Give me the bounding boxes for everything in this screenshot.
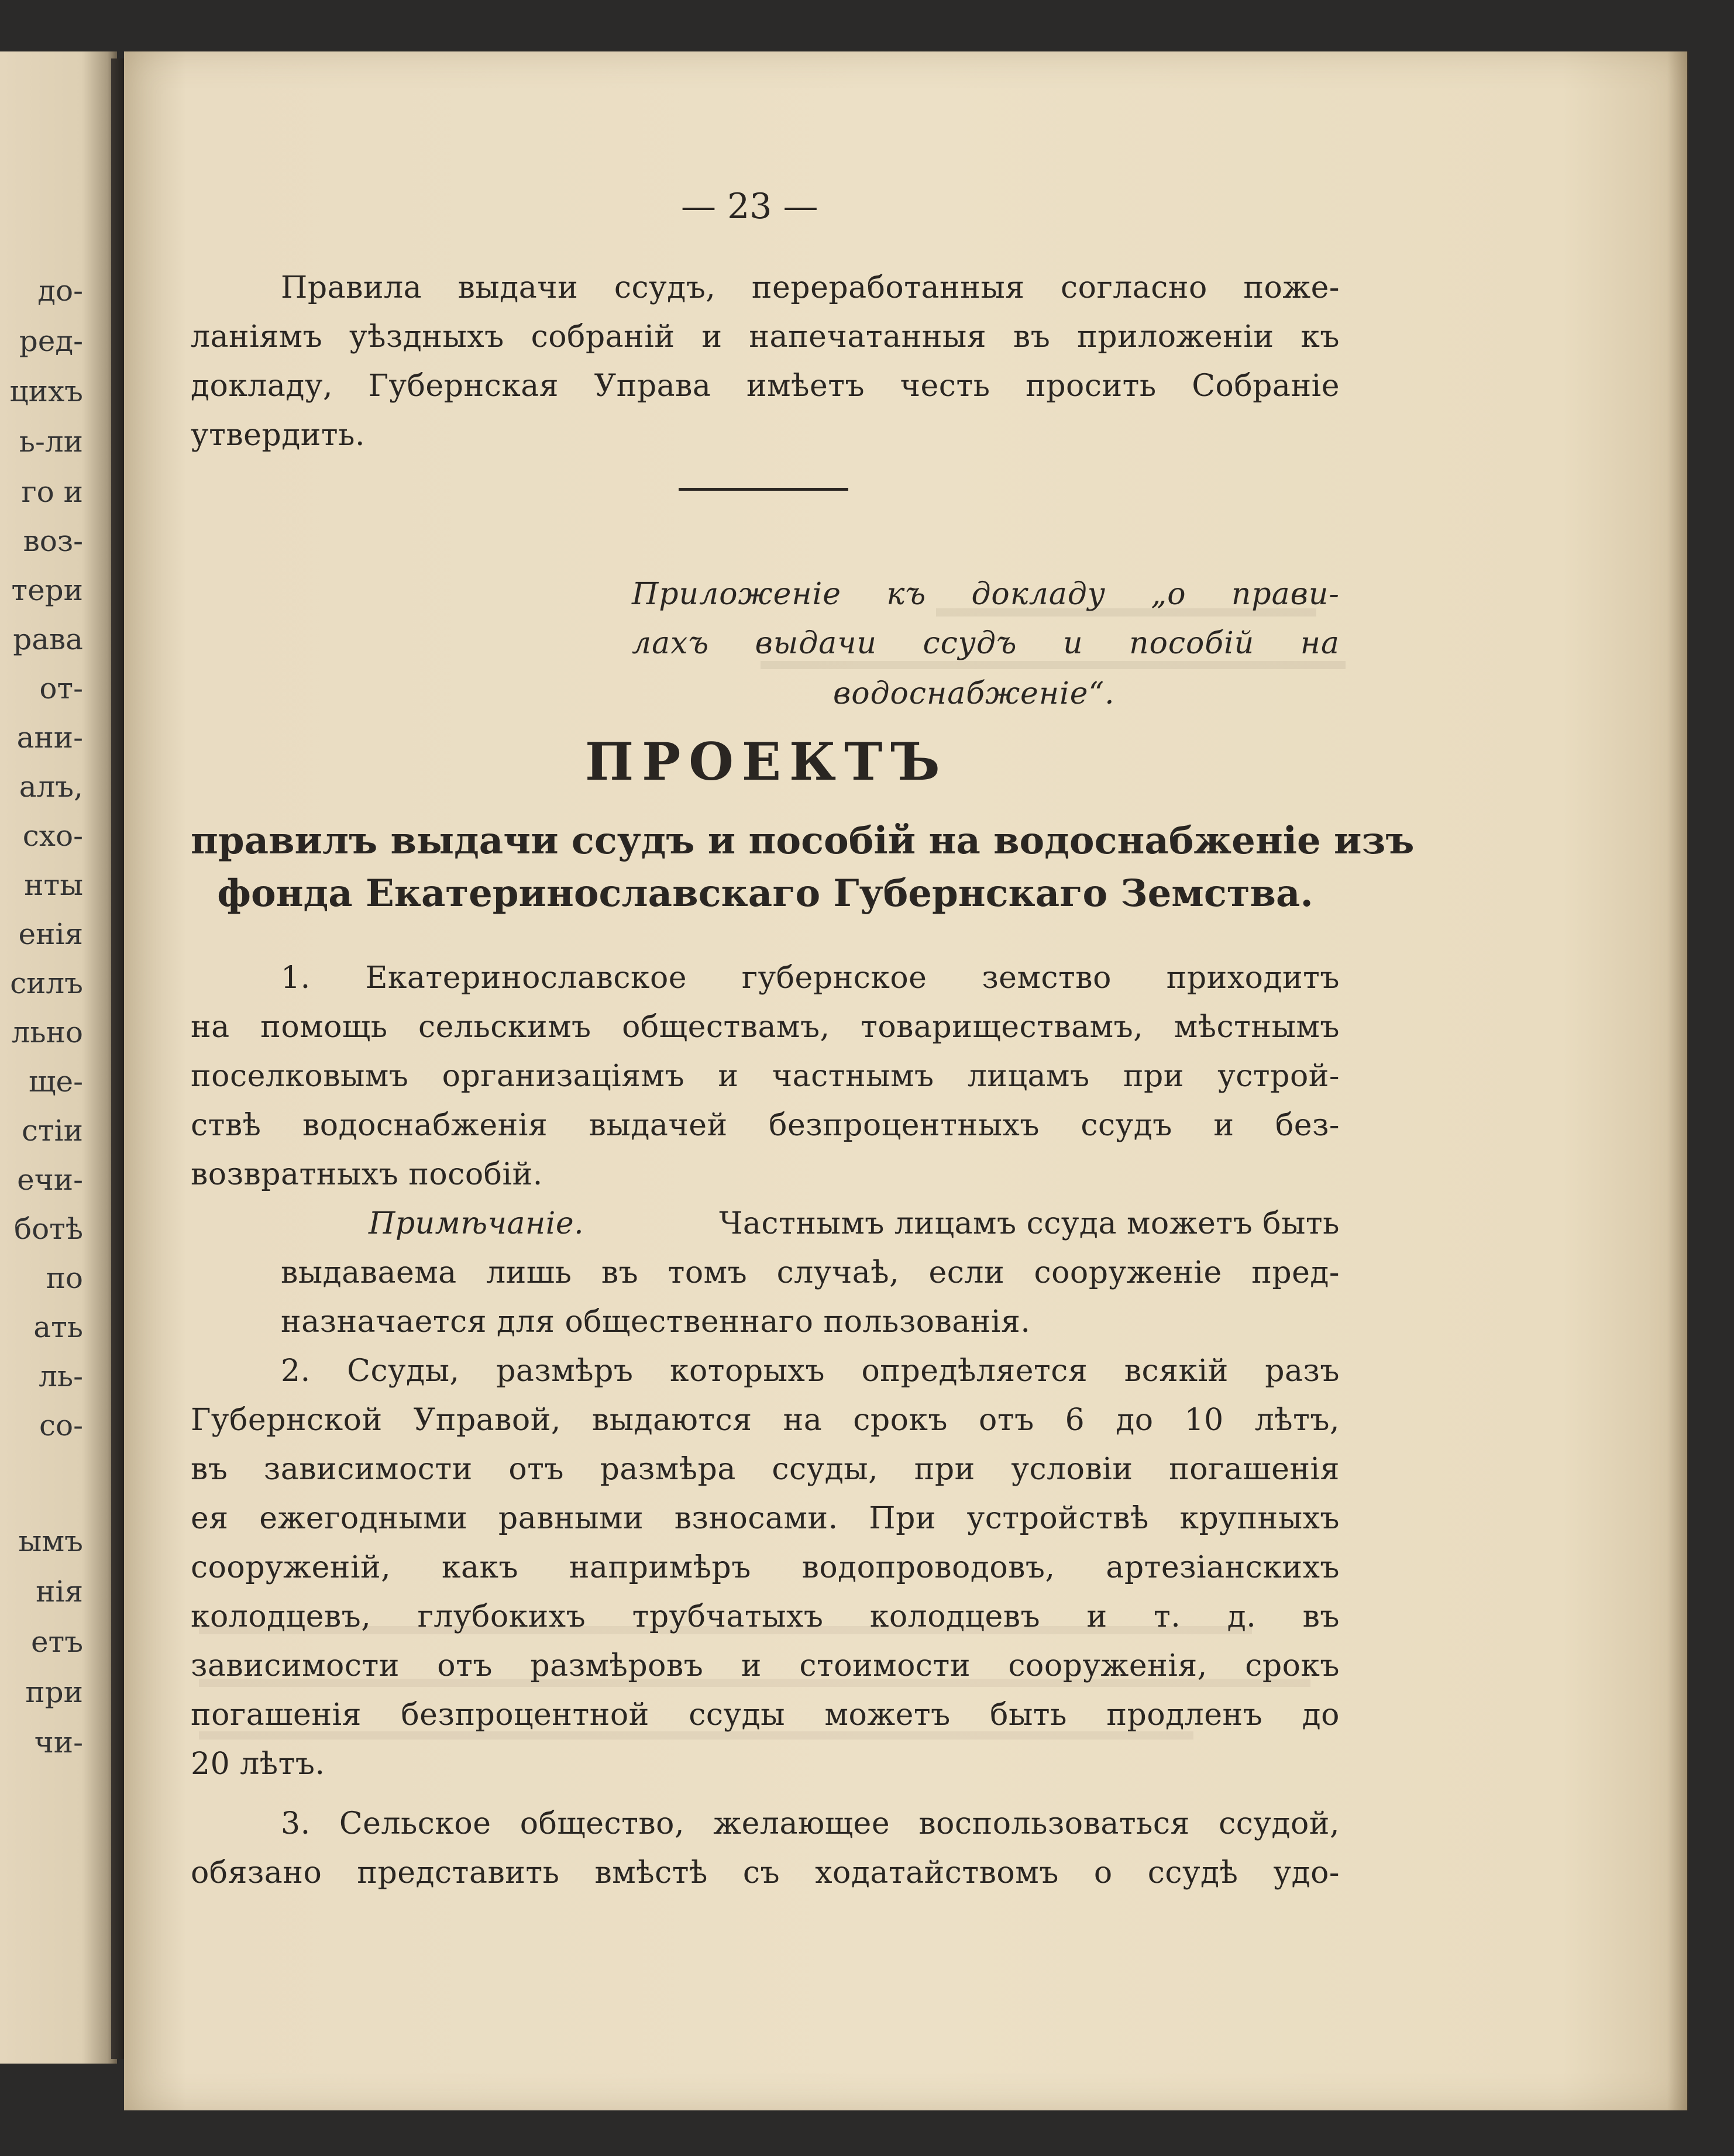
left-page-fragment: щe-: [29, 1065, 83, 1098]
appendix-note-line: водоснабженіе“.: [833, 676, 1115, 711]
left-page-fragment: ботѣ: [13, 1212, 83, 1246]
paragraph-1-line: ствѣ водоснабженія выдачей безпроцентныхъ ссудъ и без-: [191, 1108, 1340, 1143]
left-page-fragment: ани-: [16, 721, 83, 755]
paragraph-1-line: на помощь сельскимъ обществамъ, товариществамъ, мѣстнымъ: [191, 1010, 1340, 1045]
left-page-fragment: льно: [11, 1015, 83, 1049]
left-page-fragment: ред-: [19, 324, 83, 358]
paragraph-2-line: зависимости отъ размѣровъ и стоимости сооруженія, срокъ: [191, 1648, 1340, 1683]
bleed-through: [761, 661, 1346, 669]
intro-line: утвердить.: [191, 418, 365, 453]
section-divider: [679, 488, 848, 491]
paragraph-1-line: возвратныхъ пособій.: [191, 1157, 543, 1192]
left-page-fragment: до-: [37, 274, 83, 308]
page-edge-shadow: [1667, 51, 1688, 2110]
left-page-fragment: енія: [18, 917, 83, 951]
bleed-through: [199, 1731, 1193, 1740]
left-page-fragment: нія: [36, 1575, 83, 1609]
left-page-fragment: чи-: [34, 1726, 83, 1759]
left-page-fragment: схо-: [22, 819, 83, 853]
paragraph-2-line: колодцевъ, глубокихъ трубчатыхъ колодцевъ и т. д. въ: [191, 1599, 1340, 1634]
left-page-fragment: рава: [13, 622, 83, 656]
project-subtitle-line: правилъ выдачи ссудъ и пособій на водоснабженіе изъ: [191, 819, 1415, 863]
left-page-fragment: силъ: [10, 966, 83, 1000]
left-page-fragment: цихъ: [9, 374, 83, 408]
left-page-fragment: стіи: [22, 1114, 83, 1148]
note-label: Примѣчаніе.: [369, 1206, 584, 1241]
paragraph-3-line: 3. Сельское общество, желающее воспользоваться ссудой,: [281, 1806, 1340, 1841]
left-page-fragment: го и: [21, 475, 83, 509]
paragraph-1-line: 1. Екатеринославское губернское земство приходитъ: [281, 960, 1340, 996]
note-line: назначается для общественнаго пользованія.: [281, 1304, 1031, 1339]
project-subtitle-line: фонда Екатеринославскаго Губернскаго Земства.: [217, 872, 1313, 915]
left-page-fragment: ать: [33, 1310, 83, 1344]
project-title: ПРОЕКТЪ: [585, 731, 948, 792]
paragraph-2-line: въ зависимости отъ размѣра ссуды, при условіи погашенія: [191, 1452, 1340, 1487]
left-page-fragment: етъ: [30, 1625, 83, 1659]
left-page-fragment: тери: [11, 573, 83, 607]
paragraph-2-line: сооруженій, какъ напримѣръ водопроводовъ, артезіанскихъ: [191, 1550, 1340, 1585]
left-page-fragment: при: [25, 1675, 83, 1709]
left-page-fragment: ечи-: [17, 1163, 83, 1197]
paragraph-2-line: 20 лѣтъ.: [191, 1747, 325, 1782]
left-page-fragment: ль-: [39, 1359, 83, 1393]
page-number: — 23 —: [681, 186, 818, 227]
note-first-line: [369, 1206, 1340, 1241]
left-page-fragment: от-: [39, 671, 83, 705]
paragraph-2-line: 2. Ссуды, размѣръ которыхъ опредѣляется всякій разъ: [281, 1353, 1340, 1389]
left-page-fragment: воз-: [23, 524, 83, 558]
intro-line: Правила выдачи ссудъ, переработанныя согласно поже-: [281, 270, 1340, 305]
left-page-fragment: по: [46, 1261, 83, 1295]
left-page-edge: [0, 51, 117, 2064]
left-page-fragment: ь-ли: [19, 425, 83, 459]
paragraph-1-line: поселковымъ организаціямъ и частнымъ лицамъ при устрой-: [191, 1059, 1340, 1094]
paragraph-3-line: обязано представить вмѣстѣ съ ходатайствомъ о ссудѣ удо-: [191, 1855, 1340, 1890]
appendix-note-line: лахъ выдачи ссудъ и пособій на: [632, 626, 1340, 661]
left-page-fragment: нты: [24, 868, 83, 902]
paragraph-2-line: погашенія безпроцентной ссуды можетъ быть продленъ до: [191, 1697, 1340, 1733]
intro-line: ланіямъ уѣздныхъ собраній и напечатанныя въ приложеніи къ: [191, 319, 1340, 354]
paragraph-2-line: Губернской Управой, выдаются на срокъ отъ 6 до 10 лѣтъ,: [191, 1403, 1340, 1438]
intro-line: докладу, Губернская Управа имѣетъ честь просить Собраніе: [191, 368, 1340, 404]
note-text: Частнымъ лицамъ ссуда можетъ быть: [719, 1206, 1340, 1241]
left-page-fragment: алъ,: [19, 770, 83, 804]
left-page-fragment: со-: [39, 1408, 83, 1442]
left-page-fragment: ымъ: [18, 1524, 83, 1558]
paragraph-2-line: ея ежегодными равными взносами. При устройствѣ крупныхъ: [191, 1501, 1340, 1536]
appendix-note-line: Приложеніе къ докладу „о прави-: [632, 577, 1340, 612]
note-line: выдаваема лишь въ томъ случаѣ, если сооруженіе пред-: [281, 1255, 1340, 1290]
